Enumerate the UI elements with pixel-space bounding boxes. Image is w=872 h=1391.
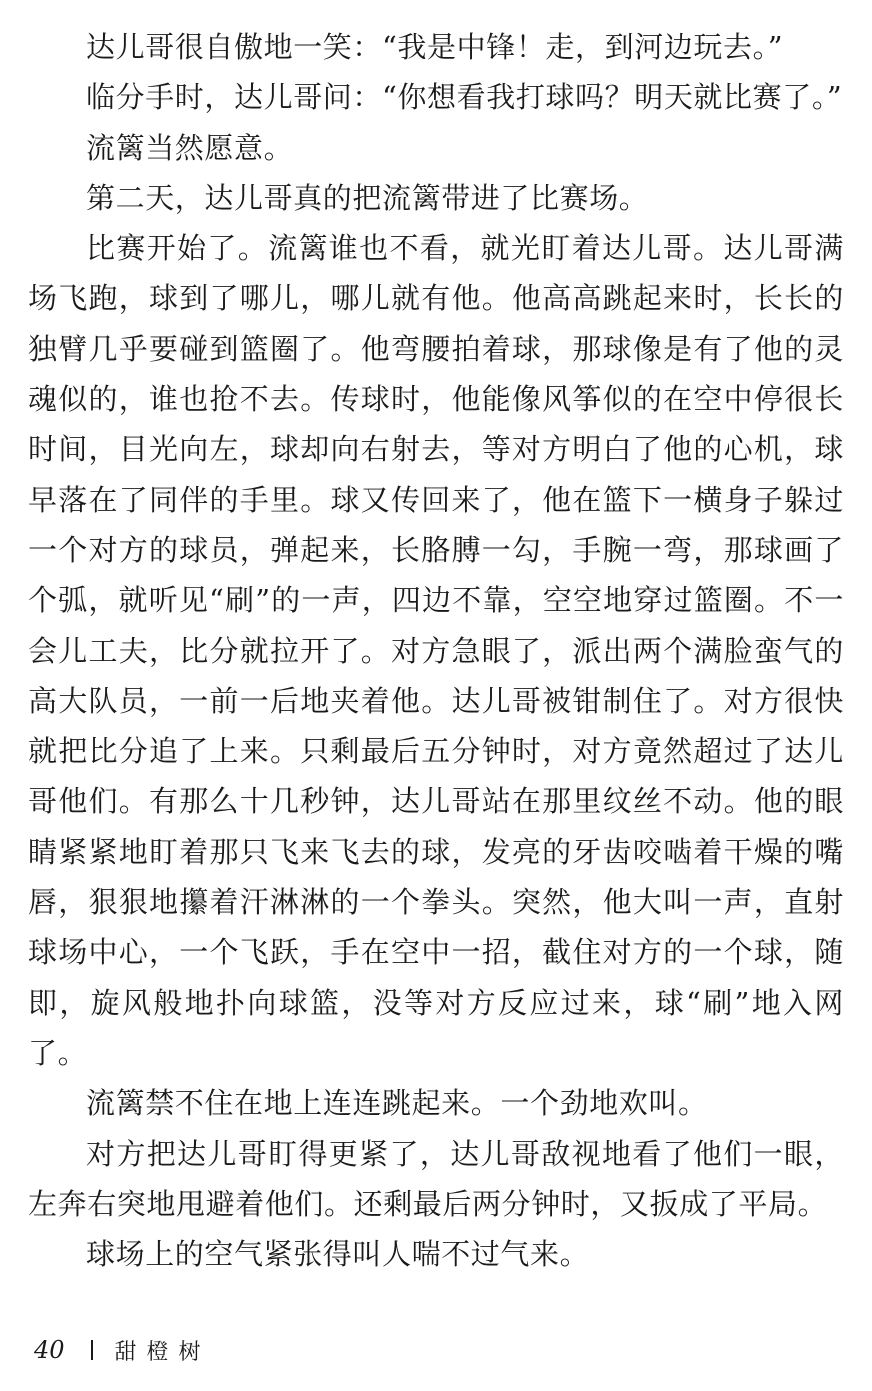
- page-number: 40: [34, 1336, 65, 1364]
- paragraph: 达儿哥很自傲地一笑：“我是中锋！走，到河边玩去。”: [86, 30, 784, 64]
- paragraph: 第二天，达儿哥真的把流篱带进了比赛场。: [86, 180, 649, 215]
- page-body: [28, 22, 844, 1279]
- paragraph: 球场上的空气紧张得叫人喘不过气来。: [86, 1237, 590, 1272]
- page-footer: [34, 1330, 211, 1370]
- paragraph: 临分手时，达儿哥问：“你想看我打球吗？明天就比赛了。”: [86, 80, 843, 115]
- book-title: 甜橙树: [114, 1339, 211, 1365]
- paragraph: 比赛开始了。流篱谁也不看，就光盯着达儿哥。达儿哥满场飞跑，球到了哪儿，哪儿就有他。他高高跳起来时，长长的独臂几乎要碰到篮圈了。他弯腰拍着球，那球像是有了他的灵魂似的，谁也抢不去。传球时，他能像风筝似的在空中停很长时间，目光向左，球却向右射去，等对方明白了他的心机，球早落在了同伴的手里。球又传回来了，他在篮下一横身子躲过一个对方的球员，弹起来，长胳膊一勾，手腕一弯，那球画了个弧，就听见“刷”的一声，四边不靠，空空地穿过篮圈。不一会儿工夫，比分就拉开了。对方急眼了，派出两个满脸蛮气的高大队员，一前一后地夹着他。达儿哥被钳制住了。对方很快就把比分追了上来。只剩最后五分钟时，对方竟然超过了达儿哥他们。有那么十几秒钟，达儿哥站在那里纹丝不动。他的眼睛紧紧地盯着那只飞来飞去的球，发亮的牙齿咬啮着干燥的嘴唇，狠狠地攥着汗淋淋的一个拳头。突然，他大叫一声，直射球场中心，一个飞跃，手在空中一招，截住对方的一个球，随即，旋风般地扑向球篮，没等对方反应过来，球“刷”地入网了。: [28, 231, 844, 1070]
- footer-divider: [91, 1340, 93, 1360]
- paragraph: 流篱当然愿意。: [86, 130, 294, 165]
- paragraph: 流篱禁不住在地上连连跳起来。一个劲地欢叫。: [86, 1086, 708, 1121]
- paragraph: 对方把达儿哥盯得更紧了，达儿哥敌视地看了他们一眼，左奔右突地甩避着他们。还剩最后两分钟时，又扳成了平局。: [28, 1136, 844, 1221]
